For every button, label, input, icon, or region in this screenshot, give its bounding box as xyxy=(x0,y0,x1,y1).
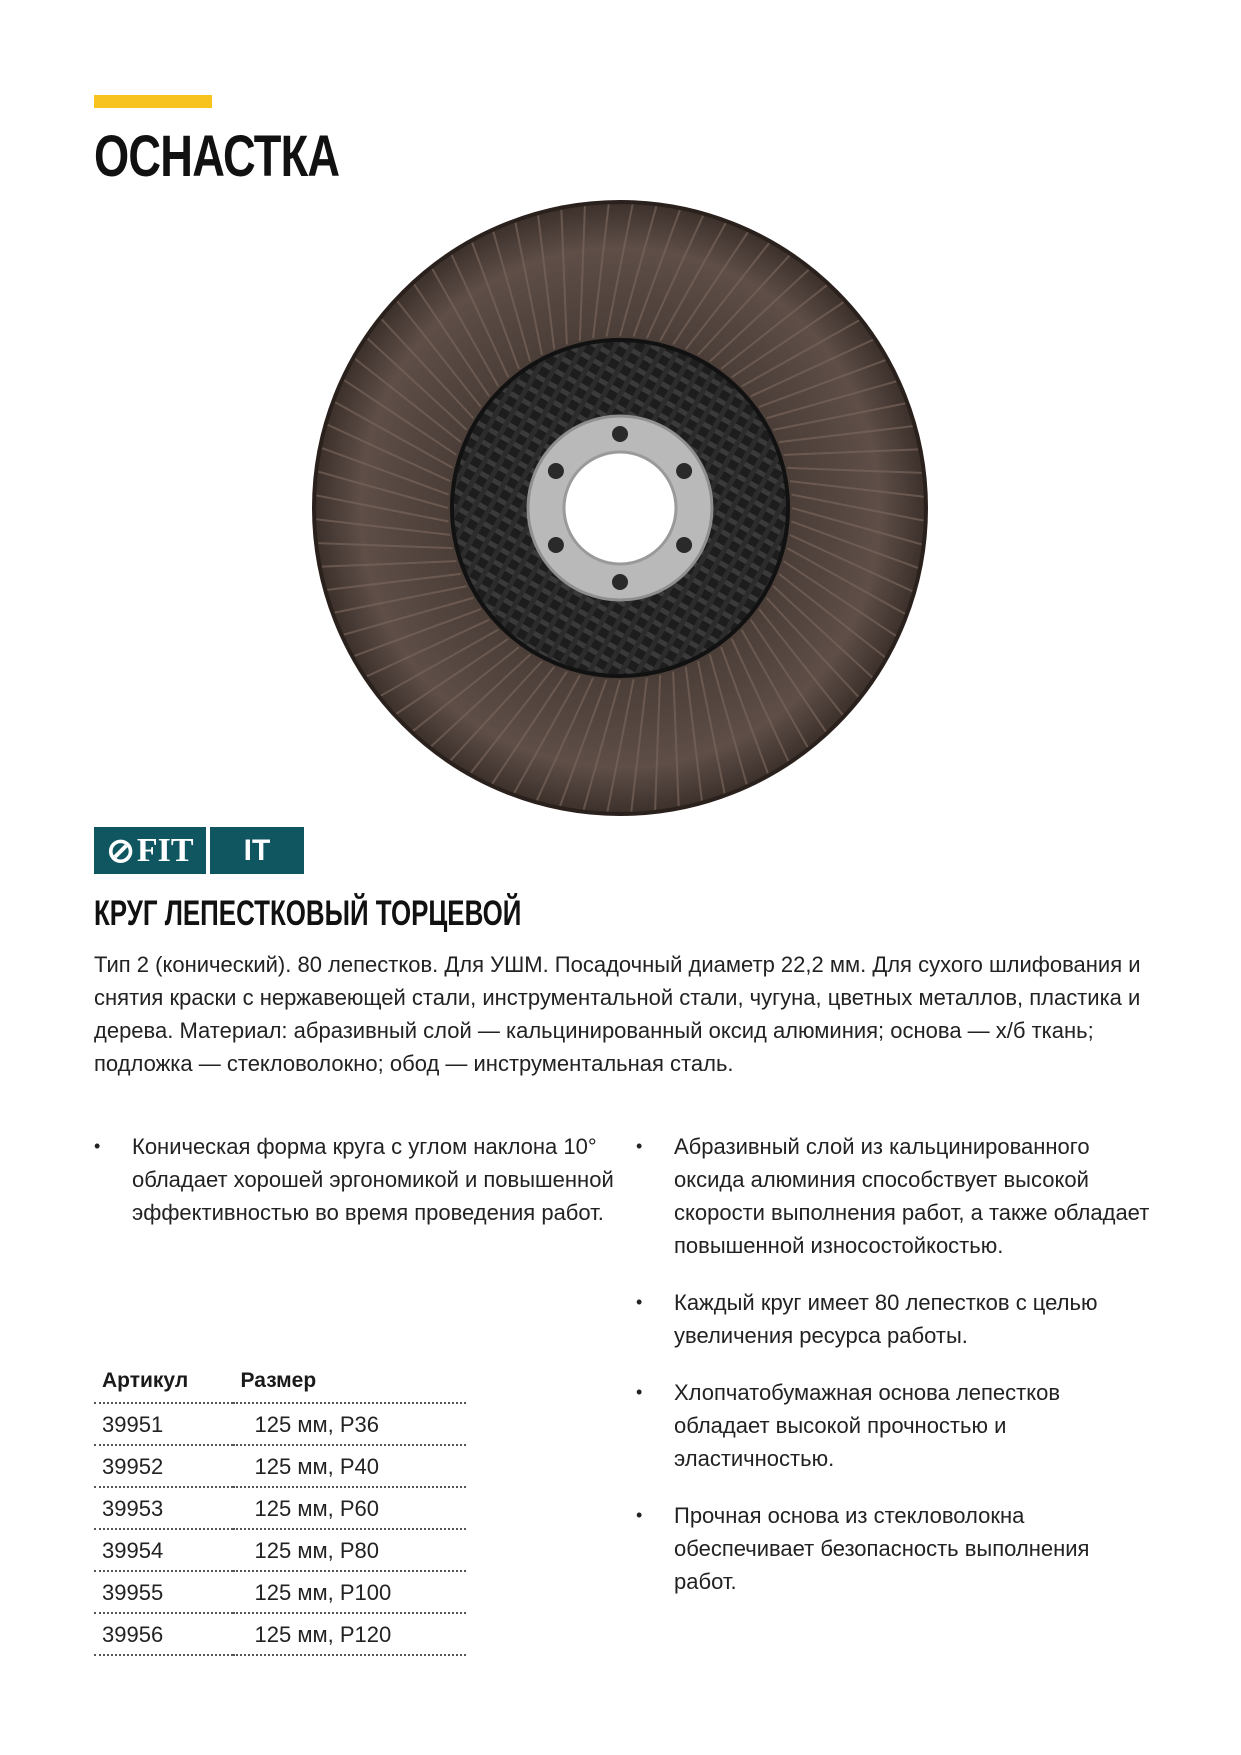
feature-item: • Абразивный слой из кальцинированного оксида алюминия способствует высокой скорости выполнения работ, а также обладает повышенной износостойкостью. xyxy=(636,1130,1156,1262)
brand-logo-fit-text: FIT xyxy=(136,831,194,869)
product-title: КРУГ ЛЕПЕСТКОВЫЙ ТОРЦЕВОЙ xyxy=(94,894,522,933)
flap-disc-image xyxy=(300,188,940,828)
feature-item: • Хлопчатобумажная основа лепестков обладает высокой прочностью и эластичностью. xyxy=(636,1376,1156,1475)
header-article: Артикул xyxy=(94,1366,233,1403)
cell-size: 125 мм, P80 xyxy=(233,1529,466,1571)
brand-logo-it: IT xyxy=(210,827,304,874)
product-description: Тип 2 (конический). 80 лепестков. Для УШМ. Посадочный диаметр 22,2 мм. Для сухого шлифования и снятия краски с нержавеющей стали, инструментальной стали, чугуна, цветных металлов, пластика и дерева. Материал: абразивный слой — кальцинированный оксид алюминия; основа — х/б ткань; подложка — стекловолокно; обод — инструментальная сталь. xyxy=(94,952,1141,1076)
cell-article: 39954 xyxy=(94,1529,233,1571)
fit-mark-icon: ⊘ xyxy=(106,832,135,870)
accent-bar xyxy=(94,95,212,108)
table-row xyxy=(94,1529,466,1571)
table-header-row xyxy=(94,1366,466,1403)
table-row xyxy=(94,1487,466,1529)
features-left xyxy=(94,1130,614,1253)
cell-article: 39952 xyxy=(94,1445,233,1487)
cell-article: 39956 xyxy=(94,1613,233,1655)
cell-size: 125 мм, P100 xyxy=(233,1571,466,1613)
cell-article: 39951 xyxy=(94,1403,233,1445)
brand-logos xyxy=(94,827,304,874)
cell-article: 39953 xyxy=(94,1487,233,1529)
cell-size: 125 мм, P60 xyxy=(233,1487,466,1529)
cell-article: 39955 xyxy=(94,1571,233,1613)
cell-size: 125 мм, P36 xyxy=(233,1403,466,1445)
feature-item: • Прочная основа из стекловолокна обеспечивает безопасность выполнения работ. xyxy=(636,1499,1156,1598)
table-row xyxy=(94,1445,466,1487)
features-right xyxy=(636,1130,1156,1622)
table-row xyxy=(94,1571,466,1613)
feature-item: • Коническая форма круга с углом наклона 10° обладает хорошей эргономикой и повышенной эффективностью во время проведения работ. xyxy=(94,1130,614,1229)
spec-table xyxy=(94,1366,466,1656)
section-title: ОСНАСТКА xyxy=(94,124,340,189)
cell-size: 125 мм, P40 xyxy=(233,1445,466,1487)
table-row xyxy=(94,1613,466,1655)
brand-logo-fit xyxy=(94,827,206,874)
feature-item: • Каждый круг имеет 80 лепестков с целью увеличения ресурса работы. xyxy=(636,1286,1156,1352)
header-size: Размер xyxy=(233,1366,466,1403)
table-row xyxy=(94,1403,466,1445)
cell-size: 125 мм, P120 xyxy=(233,1613,466,1655)
